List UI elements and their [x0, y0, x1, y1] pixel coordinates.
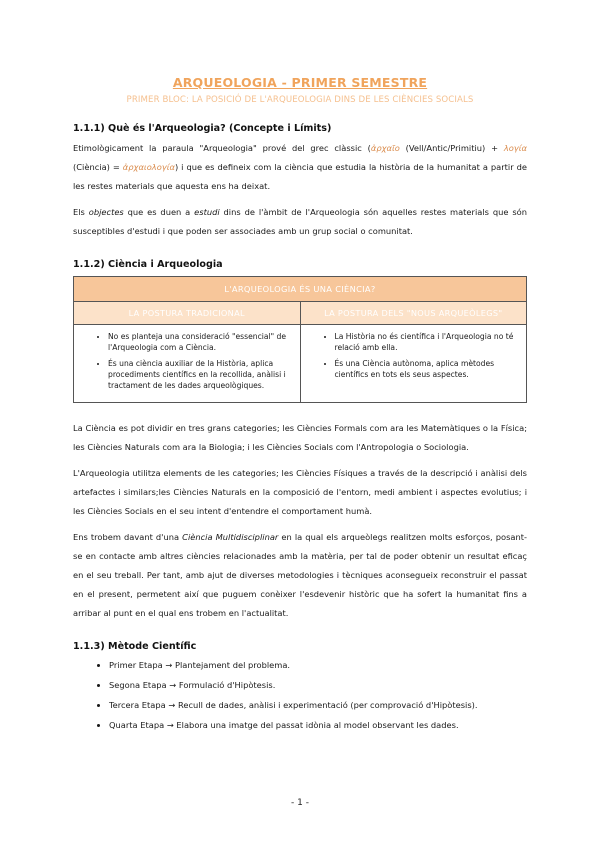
page-number: - 1 - — [291, 798, 309, 808]
table-col-header-new: LA POSTURA DELS "NOUS ARQUEÒLEGS" — [300, 302, 527, 325]
document-subtitle: PRIMER BLOC: LA POSICIÓ DE L'ARQUEOLOGIA DINS DE LES CIÈNCIES SOCIALS — [126, 95, 474, 105]
paragraph-science-categories: La Ciència es pot dividir en tres grans categories; les Ciències Formals com ara les Matemàtiques o la Física; les Ciències Naturals com ara la Biologia; i les Ciències Socials com l'Antropologia o Sociologia. — [73, 423, 527, 452]
paragraph-multidisciplinary: Ens trobem davant d'una Ciència Multidisciplinar en la qual els arqueòlegs realitzen molts esforços, posant-se en contacte amb altres ciències relacionades amb la matèria, per tal de poder obtenir un resultat eficaç en el seu treball. Per tant, amb ajut de diverses metodologies i tècniques aconsegueix reconstruir el passat en el present, permetent així que puguem conèixer l'esdevenir històric que ha sofert la humanitat fins a arribar al punt en el qual ens trobem en l'actualitat. — [73, 532, 528, 618]
list-item: • És una ciència auxiliar de la Història, aplica procediments científics en la recollida, anàlisi i tractament de les dades arqueològiques. — [108, 358, 292, 391]
comparison-table — [73, 276, 527, 403]
section-heading-1: 1.1.1) Què és l'Arqueologia? (Concepte i Límits) — [73, 123, 332, 134]
list-item: • La Història no és científica i l'Arqueologia no té relació amb ella. — [335, 331, 519, 353]
paragraph-etymology: Etimològicament la paraula "Arqueologia" prové del grec clàssic (ἀρχαῖο (Vell/Antic/Primitiu) + λογία (Ciència) = ἀρχαιολογία) i que es defineix com la ciència que estudia la història de la humanitat a partir de les restes materials que aquesta ens ha deixat. — [73, 143, 527, 191]
paragraph-archaeology-elements: L'Arqueologia utilitza elements de les categories; les Ciències Físiques a través de la descripció i anàlisi dels artefactes i similars;les Ciències Naturals en la composició de l'entorn, medi ambient i aspectes evolutius; i les Ciències Socials en el seu intent d'entendre el comportament humà. — [73, 468, 527, 516]
greek-term: λογία — [503, 143, 527, 153]
list-item: • Quarta Etapa → Elabora una imatge del passat idònia al model observant les dades. — [109, 717, 527, 734]
list-item: • Primer Etapa → Plantejament del problema. — [109, 657, 527, 674]
list-item: • Tercera Etapa → Recull de dades, anàlisi i experimentació (per comprovació d'Hipòtesis). — [109, 697, 527, 714]
table-col-header-traditional: LA POSTURA TRADICIONAL — [74, 302, 301, 325]
section-heading-3: 1.1.3) Mètode Científic — [73, 641, 197, 652]
table-title: L'ARQUEOLOGIA ÉS UNA CIÈNCIA? — [74, 277, 527, 302]
section-heading-2: 1.1.2) Ciència i Arqueologia — [73, 259, 223, 270]
greek-term: ἀρχαιολογία — [122, 162, 175, 172]
paragraph-objects: Els objectes que es duen a estudi dins de l'àmbit de l'Arqueologia són aquelles restes materials que són susceptibles d'estudi i que poden ser associades amb un grup social o comunitat. — [73, 207, 527, 236]
document-title: ARQUEOLOGIA - PRIMER SEMESTRE — [172, 75, 428, 90]
list-item: • Segona Etapa → Formulació d'Hipòtesis. — [109, 677, 527, 694]
table-cell-new — [300, 325, 527, 403]
page-content — [73, 73, 527, 737]
list-item: • És una Ciència autònoma, aplica mètodes científics en tots els seus aspectes. — [335, 358, 519, 380]
table-cell-traditional — [74, 325, 301, 403]
method-steps-list — [73, 657, 527, 734]
list-item: • No es planteja una consideració "essencial" de l'Arqueologia com a Ciència. — [108, 331, 292, 353]
greek-term: ἀρχαῖο — [370, 143, 400, 153]
